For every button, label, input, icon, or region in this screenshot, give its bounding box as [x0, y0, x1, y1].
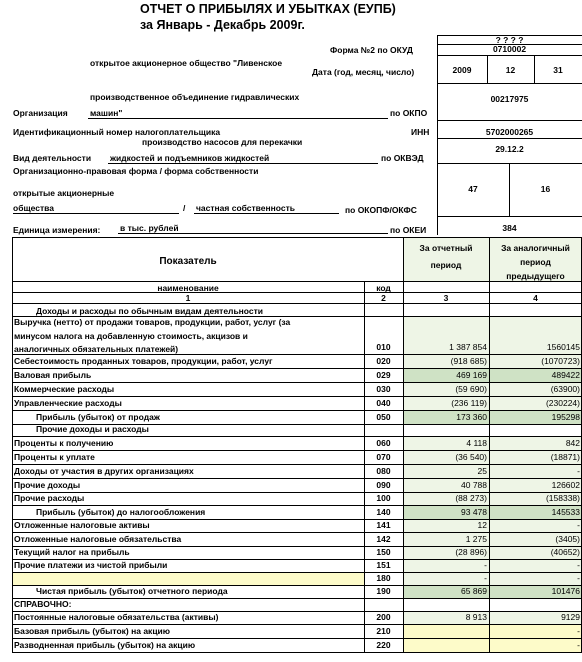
- inn-value: 5702000265: [485, 127, 534, 137]
- row-prev-value: (40652): [550, 547, 580, 557]
- grid-line: [12, 532, 582, 533]
- grid-line: [12, 652, 582, 653]
- row-current-value: 65 869: [461, 586, 487, 596]
- okei-label: по ОКЕИ: [390, 225, 427, 235]
- org-label: Организация: [13, 108, 68, 118]
- row-prev-value: 145533: [551, 507, 580, 517]
- row-current-value: 40 788: [461, 480, 487, 490]
- grid-line: [12, 237, 582, 238]
- row-code: 210: [376, 626, 391, 636]
- row-prev-value: -: [577, 573, 580, 583]
- row-code: 070: [376, 452, 391, 462]
- row-code: 020: [376, 356, 391, 366]
- col-current-1: За отчетный: [419, 243, 473, 253]
- org-text-2: производственное объединение гидравлических: [90, 92, 300, 102]
- inn-caption: Идентификационный номер налогоплательщика: [13, 127, 221, 137]
- grid-line: [12, 559, 582, 560]
- num-1: 1: [185, 293, 191, 303]
- grid-line: [12, 505, 582, 506]
- report-period: за Январь - Декабрь 2009г.: [140, 18, 305, 32]
- row-current-value: (28 896): [455, 547, 487, 557]
- row-prev-value: -: [577, 560, 580, 570]
- row-code: 151: [376, 560, 391, 570]
- row-name: Отложенные налоговые обязательства: [14, 534, 182, 544]
- row-current-value: (59 690): [455, 384, 487, 394]
- sub-name: наименование: [157, 283, 219, 293]
- okfs-value: 16: [540, 184, 551, 194]
- row-name: Базовая прибыль (убыток) на акцию: [14, 626, 171, 636]
- inn-label: ИНН: [411, 127, 430, 137]
- codes-caption: ? ? ? ?: [495, 35, 524, 45]
- row-code: 200: [376, 612, 391, 622]
- activity-label: Вид деятельности: [13, 153, 92, 163]
- col-prev-3: предыдущего: [506, 271, 565, 281]
- row-current-value: 469 169: [456, 370, 487, 380]
- row-name: Прибыль (убыток) от продаж: [36, 412, 160, 422]
- unit-text: в тыс. рублей: [120, 223, 179, 233]
- date-month: 12: [505, 65, 516, 75]
- row-current-value: -: [484, 560, 487, 570]
- org-text-3: машин": [90, 108, 123, 118]
- col-prev-2: период: [520, 257, 551, 267]
- row-current-value: 1 387 854: [449, 342, 487, 352]
- grid-line: [12, 572, 582, 573]
- row-current-value: (88 273): [455, 493, 487, 503]
- row-prev-value: 9129: [561, 612, 580, 622]
- form-code: 0710002: [492, 44, 527, 54]
- row-code: 050: [376, 412, 391, 422]
- row-name-line-3: аналогичных обязательных платежей): [14, 344, 179, 354]
- row-prev-value: (3405): [555, 534, 580, 544]
- row-current-value: (918 685): [450, 356, 487, 366]
- row-current-value: 1 275: [465, 534, 487, 544]
- row-name: Текущий налог на прибыль: [14, 547, 130, 557]
- grid-line: [12, 436, 582, 437]
- num-2: 2: [381, 293, 386, 303]
- grid-line: [12, 410, 582, 411]
- row-name: Чистая прибыль (убыток) отчетного периода: [36, 586, 228, 596]
- col-indicator: Показатель: [159, 256, 217, 267]
- row-name: Прибыль (убыток) до налогообложения: [36, 507, 206, 517]
- cell-bg-current: [403, 638, 489, 652]
- okpo-label: по ОКПО: [390, 108, 428, 118]
- row-name: Прочие расходы: [14, 493, 85, 503]
- section-other: Прочие доходы и расходы: [36, 424, 149, 434]
- row-current-value: (236 119): [451, 398, 487, 408]
- org-text-1: открытое акционерное общество "Ливенское: [90, 58, 283, 68]
- row-highlight: [12, 572, 364, 585]
- row-code: 180: [376, 573, 391, 583]
- grid-line: [12, 598, 582, 599]
- row-name: Валовая прибыль: [14, 370, 92, 380]
- row-name: Выручка (нетто) от продажи товаров, продукции, работ, услуг (за: [14, 317, 291, 327]
- row-current-value: 173 360: [456, 412, 487, 422]
- row-name: Себестоимость проданных товаров, продукции, работ, услуг: [14, 356, 273, 366]
- row-code: 142: [376, 534, 391, 544]
- date-year: 2009: [452, 65, 472, 75]
- row-name-line-2: минусом налога на добавленную стоимость, акцизов и: [14, 331, 248, 341]
- row-current-value: 8 913: [465, 612, 487, 622]
- row-name: Постоянные налоговые обязательства (активы): [14, 612, 219, 622]
- grid-line: [12, 281, 582, 282]
- row-code: 140: [376, 507, 391, 517]
- row-prev-value: 126602: [551, 480, 580, 490]
- row-prev-value: 101476: [551, 586, 580, 596]
- okei-value: 384: [502, 223, 517, 233]
- num-3: 3: [443, 293, 449, 303]
- grid-line: [12, 303, 582, 304]
- form-label: Форма №2 по ОКУД: [330, 45, 413, 55]
- grid-line: [12, 611, 582, 612]
- row-code: 060: [376, 438, 391, 448]
- row-code: 080: [376, 466, 391, 476]
- opf-text-2: общества: [13, 203, 54, 213]
- row-prev-value: -: [577, 640, 580, 650]
- ownership-text: частная собственность: [196, 203, 295, 213]
- row-prev-value: 195298: [551, 412, 580, 422]
- row-code: 090: [376, 480, 391, 490]
- grid-line: [489, 237, 490, 652]
- grid-line: [403, 237, 404, 652]
- grid-line: [12, 546, 582, 547]
- grid-line: [12, 424, 582, 425]
- opf-text-1: открытые акционерные: [13, 188, 115, 198]
- grid-line: [12, 396, 582, 397]
- row-prev-value: -: [577, 626, 580, 636]
- col-current-2: период: [430, 260, 462, 270]
- row-name: Отложенные налоговые активы: [14, 520, 150, 530]
- row-prev-value: -: [577, 466, 580, 476]
- row-prev-value: (230224): [545, 398, 580, 408]
- okopf-label: по ОКОПФ/ОКФС: [345, 205, 417, 215]
- date-label: Дата (год, месяц, число): [312, 67, 415, 77]
- grid-line: [12, 237, 13, 652]
- okved-label: по ОКВЭД: [381, 153, 424, 163]
- grid-line: [12, 368, 582, 369]
- row-current-value: 25: [477, 466, 487, 476]
- row-prev-value: (158338): [545, 493, 580, 503]
- grid-line: [12, 638, 582, 639]
- row-code: 040: [376, 398, 391, 408]
- sub-code: код: [376, 283, 391, 293]
- grid-line: [12, 292, 582, 293]
- row-code: 150: [376, 547, 391, 557]
- grid-line: [12, 354, 582, 355]
- row-code: 100: [376, 493, 391, 503]
- row-name: Прочие доходы: [14, 480, 81, 490]
- activity-text: жидкостей и подъемников жидкостей: [110, 153, 270, 163]
- grid-line: [12, 382, 582, 383]
- row-prev-value: 842: [565, 438, 580, 448]
- row-current-value: 93 478: [461, 507, 487, 517]
- date-day: 31: [553, 65, 563, 75]
- row-name: Проценты к получению: [14, 438, 114, 448]
- unit-label: Единица измерения:: [13, 225, 101, 235]
- grid-line: [12, 450, 582, 451]
- row-name: Управленческие расходы: [14, 398, 122, 408]
- grid-line: [12, 464, 582, 465]
- grid-line: [364, 281, 365, 652]
- row-current-value: (36 540): [455, 452, 487, 462]
- row-code: 220: [376, 640, 391, 650]
- row-current-value: 12: [477, 520, 487, 530]
- grid-line: [12, 478, 582, 479]
- grid-line: [12, 624, 582, 625]
- section-ordinary: Доходы и расходы по обычным видам деятельности: [36, 306, 264, 316]
- grid-line: [12, 316, 582, 317]
- row-name: Прочие платежи из чистой прибыли: [14, 560, 168, 570]
- row-prev-value: 1560145: [546, 342, 580, 352]
- row-prev-value: (63900): [550, 384, 580, 394]
- row-prev-value: (18871): [550, 452, 580, 462]
- opf-label: Организационно-правовая форма / форма собственности: [13, 166, 259, 176]
- row-code: 010: [376, 342, 391, 352]
- okved-value: 29.12.2: [495, 144, 524, 154]
- okpo-value: 00217975: [490, 94, 529, 104]
- section-reference: СПРАВОЧНО:: [14, 599, 72, 609]
- grid-line: [12, 492, 582, 493]
- row-code: 190: [376, 586, 391, 596]
- row-name: Разводненная прибыль (убыток) на акцию: [14, 640, 196, 650]
- row-name: Проценты к уплате: [14, 452, 95, 462]
- cell-bg-current: [403, 624, 489, 638]
- row-prev-value: (1070723): [541, 356, 580, 366]
- row-prev-value: -: [577, 520, 580, 530]
- col-prev-1: За аналогичный: [501, 243, 570, 253]
- num-4: 4: [533, 293, 538, 303]
- opf-separator: /: [183, 203, 186, 213]
- grid-line: [12, 519, 582, 520]
- row-code: 029: [376, 370, 391, 380]
- okopf-value: 47: [468, 184, 478, 194]
- inn-text: производство насосов для перекачки: [142, 137, 303, 147]
- report-title: ОТЧЕТ О ПРИБЫЛЯХ И УБЫТКАХ (ЕУПБ): [140, 2, 396, 16]
- grid-line: [12, 585, 582, 586]
- row-current-value: -: [484, 573, 487, 583]
- row-code: 030: [376, 384, 391, 394]
- row-prev-value: 489422: [551, 370, 580, 380]
- row-current-value: 4 118: [466, 438, 487, 448]
- row-code: 141: [376, 520, 391, 530]
- row-name: Доходы от участия в других организациях: [14, 466, 194, 476]
- row-name: Коммерческие расходы: [14, 384, 115, 394]
